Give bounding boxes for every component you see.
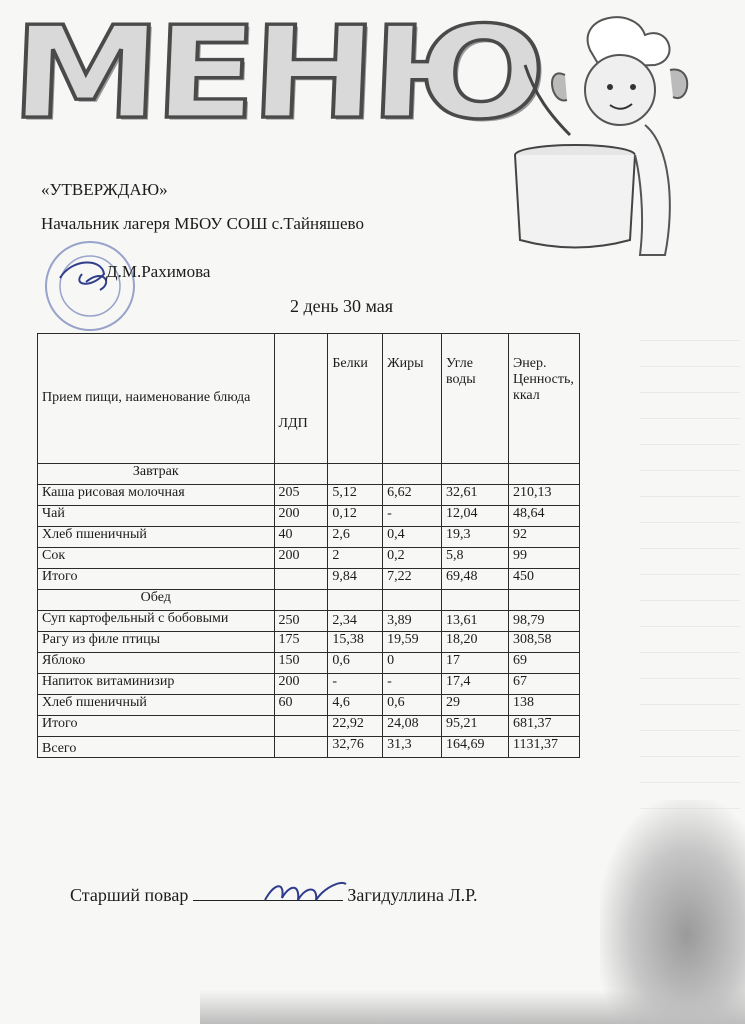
fats-cell: 0,4: [383, 527, 442, 548]
dish-name: Хлеб пшеничный: [38, 527, 275, 548]
chef-illustration: [495, 5, 710, 260]
header-ldp: ЛДП: [274, 334, 328, 464]
proteins-cell: 2,34: [328, 611, 383, 632]
proteins-cell: 0,6: [328, 653, 383, 674]
cook-name: Загидуллина Л.Р.: [347, 885, 478, 905]
fats-cell: 31,3: [383, 737, 442, 758]
header-energy: Энер. Ценность, ккал: [509, 334, 580, 464]
fats-cell: -: [383, 506, 442, 527]
ldp-cell: [274, 716, 328, 737]
dish-name: Суп картофельный с бобовыми: [38, 611, 275, 632]
energy-cell: 138: [509, 695, 580, 716]
approver-position: Начальник лагеря МБОУ СОШ с.Тайняшево: [41, 214, 364, 233]
total-label: Итого: [38, 569, 275, 590]
table-row: [38, 695, 580, 716]
ldp-cell: 250: [274, 611, 328, 632]
dish-name: Рагу из филе птицы: [38, 632, 275, 653]
carbs-cell: 5,8: [442, 548, 509, 569]
fats-cell: 0: [383, 653, 442, 674]
carbs-cell: 69,48: [442, 569, 509, 590]
breakfast-total-row: [38, 569, 580, 590]
proteins-cell: 2,6: [328, 527, 383, 548]
table-row: [38, 674, 580, 695]
carbs-cell: 32,61: [442, 485, 509, 506]
dish-name: Яблоко: [38, 653, 275, 674]
carbs-cell: 12,04: [442, 506, 509, 527]
grand-total-row: [38, 737, 580, 758]
proteins-cell: -: [328, 674, 383, 695]
ldp-cell: 40: [274, 527, 328, 548]
section-lunch: [38, 590, 580, 611]
energy-cell: 48,64: [509, 506, 580, 527]
ldp-cell: 150: [274, 653, 328, 674]
dish-name: Сок: [38, 548, 275, 569]
fats-cell: 6,62: [383, 485, 442, 506]
menu-table: [37, 333, 580, 758]
table-row: [38, 485, 580, 506]
scan-edge: [200, 990, 745, 1024]
dish-name: Хлеб пшеничный: [38, 695, 275, 716]
energy-cell: 99: [509, 548, 580, 569]
table-row: [38, 653, 580, 674]
cook-label: Старший повар: [70, 885, 189, 905]
energy-cell: 92: [509, 527, 580, 548]
fats-cell: 24,08: [383, 716, 442, 737]
ldp-cell: 205: [274, 485, 328, 506]
approver-name: Д.М.Рахимова: [106, 262, 211, 281]
ldp-cell: 200: [274, 674, 328, 695]
dish-name: Напиток витаминизир: [38, 674, 275, 695]
header-name: Прием пищи, наименование блюда: [38, 334, 275, 464]
energy-cell: 308,58: [509, 632, 580, 653]
proteins-cell: 15,38: [328, 632, 383, 653]
section-label: Обед: [38, 590, 275, 611]
ldp-cell: 200: [274, 548, 328, 569]
table-row: [38, 611, 580, 632]
official-stamp-seal: [42, 238, 138, 334]
table-row: [38, 548, 580, 569]
proteins-cell: 2: [328, 548, 383, 569]
ldp-cell: [274, 737, 328, 758]
carbs-cell: 17,4: [442, 674, 509, 695]
proteins-cell: 32,76: [328, 737, 383, 758]
proteins-cell: 0,12: [328, 506, 383, 527]
energy-cell: 98,79: [509, 611, 580, 632]
total-label: Итого: [38, 716, 275, 737]
bleed-through-texture: [640, 340, 740, 820]
table-row: [38, 632, 580, 653]
header-proteins: Белки: [328, 334, 383, 464]
energy-cell: 1131,37: [509, 737, 580, 758]
ldp-cell: 175: [274, 632, 328, 653]
carbs-cell: 29: [442, 695, 509, 716]
fats-cell: 3,89: [383, 611, 442, 632]
grand-total-label: Всего: [38, 737, 275, 758]
energy-cell: 450: [509, 569, 580, 590]
fats-cell: 7,22: [383, 569, 442, 590]
menu-title-logo: МЕНЮ: [8, 0, 544, 148]
section-label: Завтрак: [38, 464, 275, 485]
fats-cell: -: [383, 674, 442, 695]
proteins-cell: 4,6: [328, 695, 383, 716]
proteins-cell: 22,92: [328, 716, 383, 737]
table-header-row: [38, 334, 580, 464]
header-fats: Жиры: [383, 334, 442, 464]
fats-cell: 19,59: [383, 632, 442, 653]
energy-cell: 210,13: [509, 485, 580, 506]
carbs-cell: 17: [442, 653, 509, 674]
fats-cell: 0,6: [383, 695, 442, 716]
approval-heading: «УТВЕРЖДАЮ»: [41, 180, 168, 199]
ldp-cell: 60: [274, 695, 328, 716]
energy-cell: 69: [509, 653, 580, 674]
proteins-cell: 5,12: [328, 485, 383, 506]
header-carbs: Угле воды: [442, 334, 509, 464]
carbs-cell: 18,20: [442, 632, 509, 653]
menu-day: 2 день 30 мая: [290, 296, 394, 316]
fats-cell: 0,2: [383, 548, 442, 569]
lunch-total-row: [38, 716, 580, 737]
carbs-cell: 19,3: [442, 527, 509, 548]
table-row: [38, 506, 580, 527]
carbs-cell: 164,69: [442, 737, 509, 758]
ldp-cell: [274, 569, 328, 590]
table-row: [38, 527, 580, 548]
section-breakfast: [38, 464, 580, 485]
dish-name: Чай: [38, 506, 275, 527]
carbs-cell: 13,61: [442, 611, 509, 632]
energy-cell: 67: [509, 674, 580, 695]
handwritten-signature: [260, 872, 350, 912]
dish-name: Каша рисовая молочная: [38, 485, 275, 506]
carbs-cell: 95,21: [442, 716, 509, 737]
energy-cell: 681,37: [509, 716, 580, 737]
proteins-cell: 9,84: [328, 569, 383, 590]
ldp-cell: 200: [274, 506, 328, 527]
